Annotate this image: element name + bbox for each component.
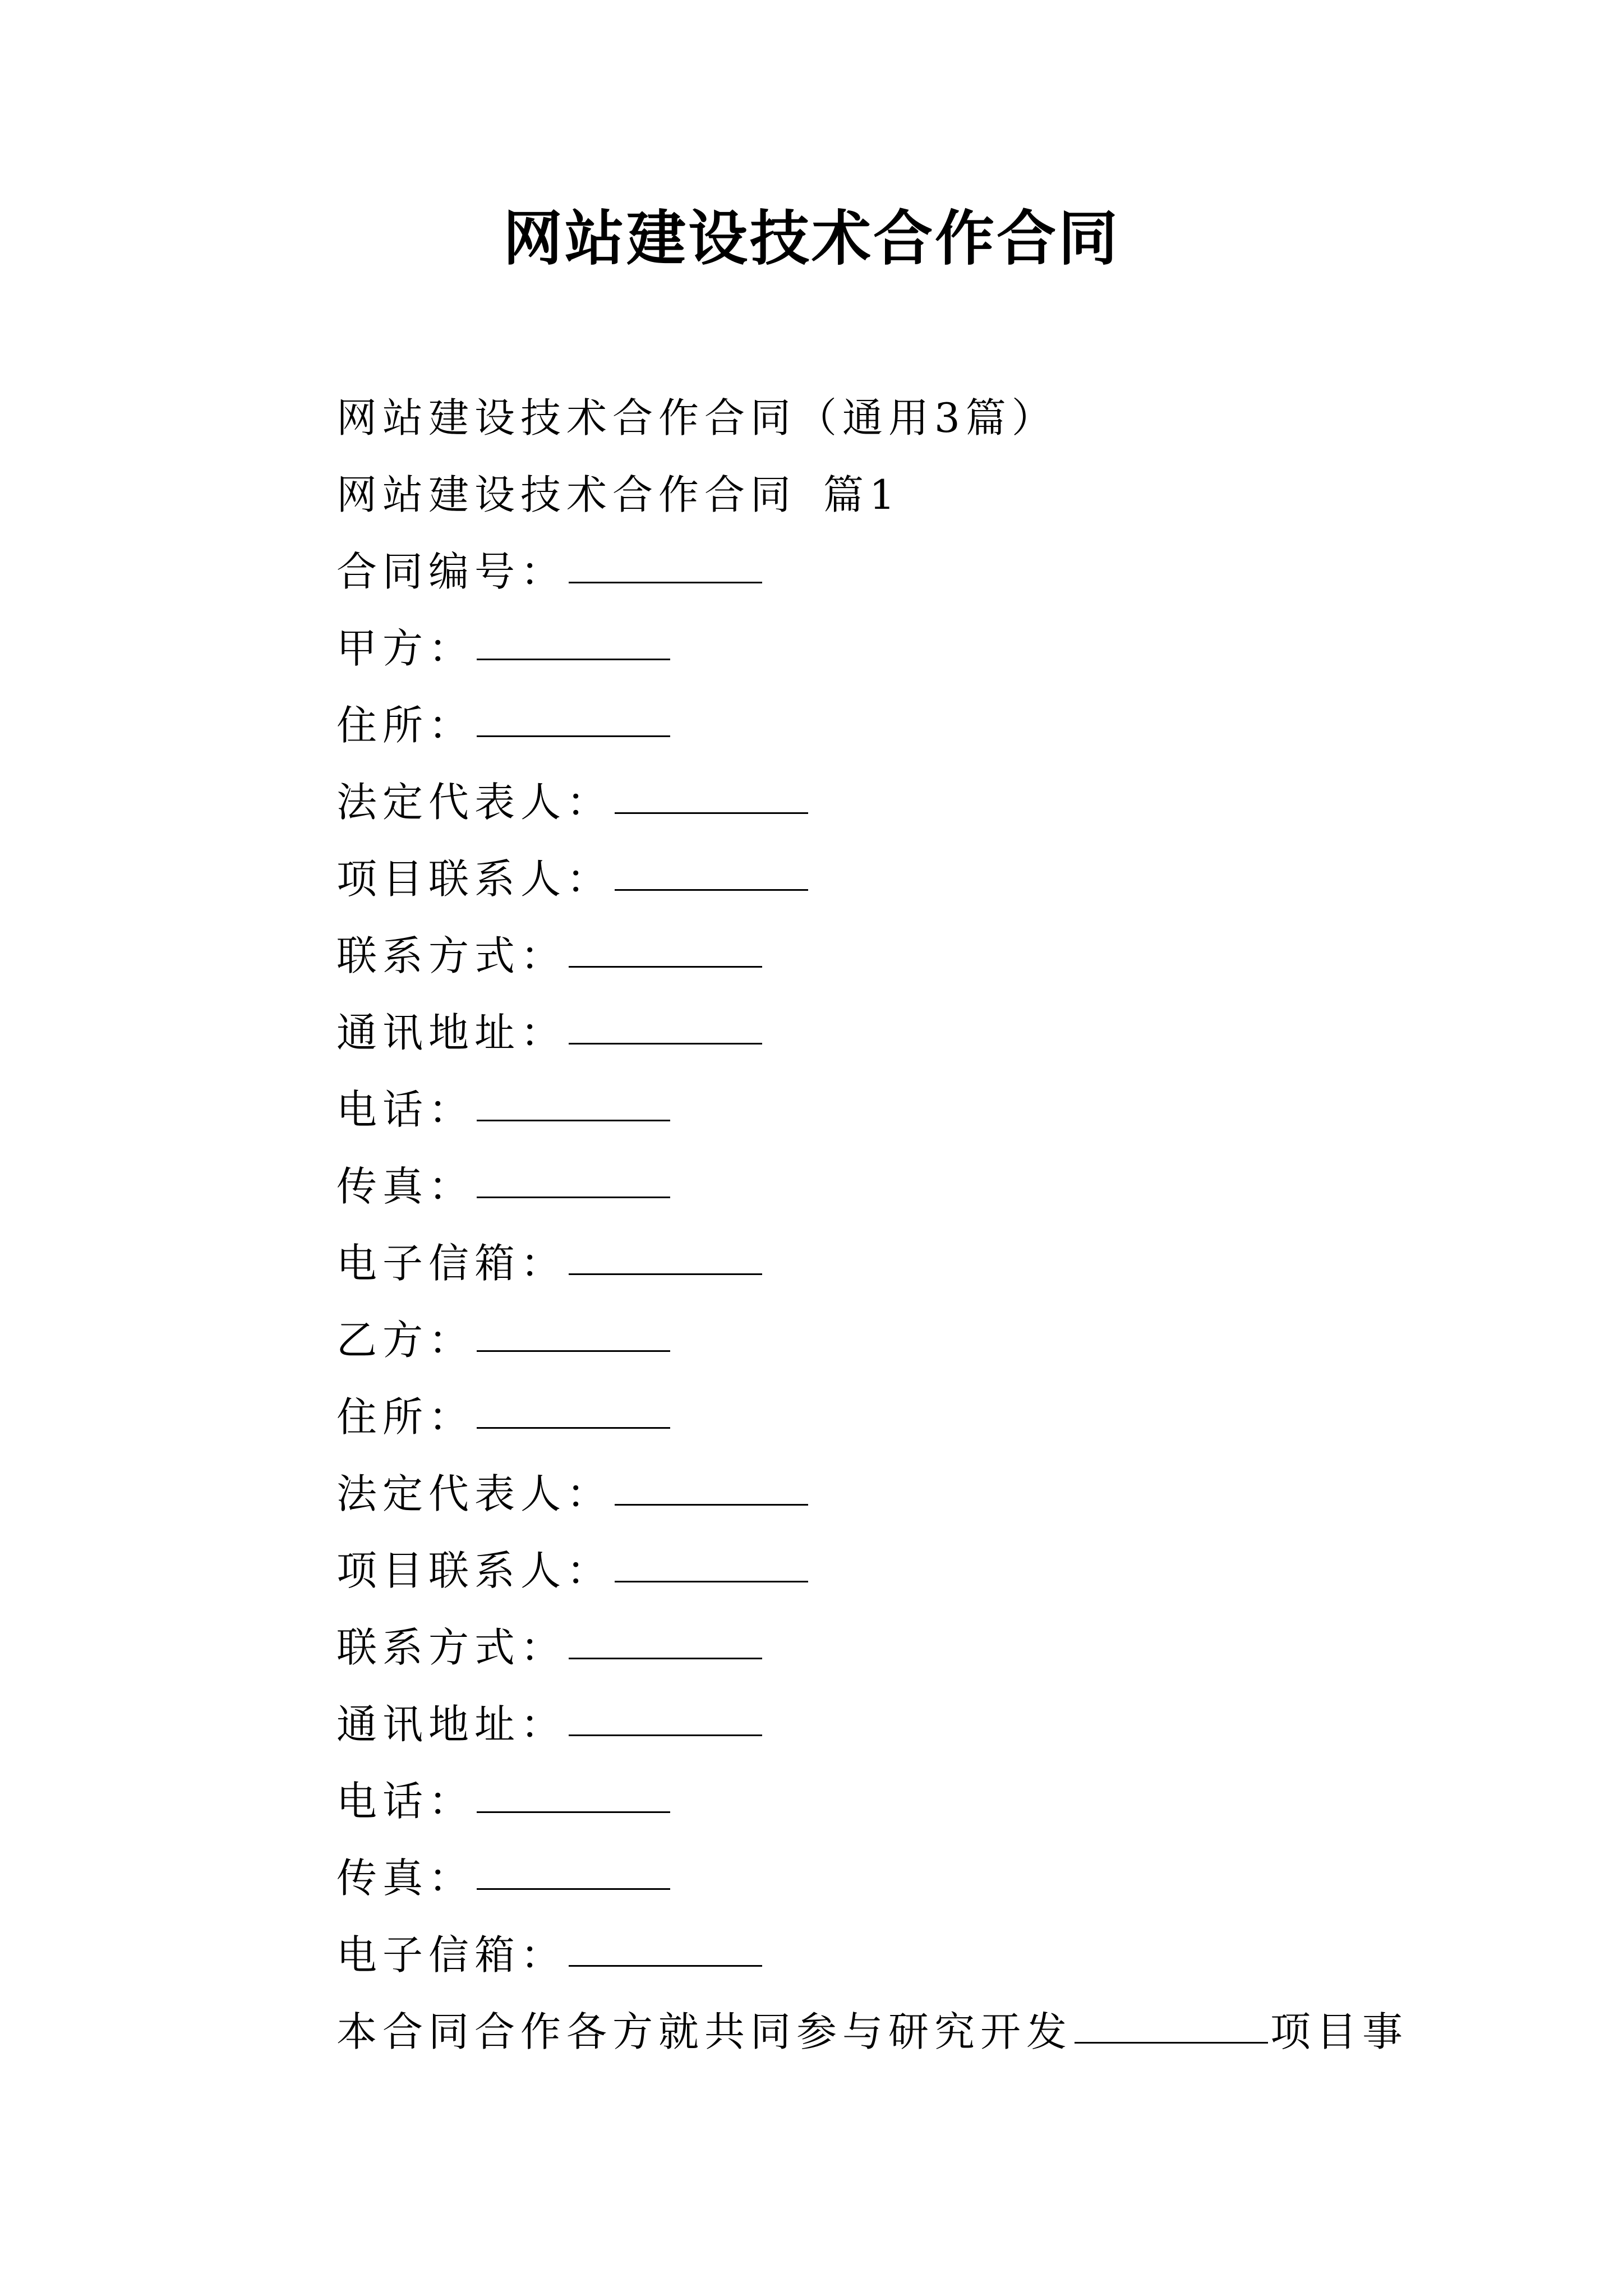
party-b-contact-method-label: 联系方式：	[336, 1623, 567, 1671]
party-b-email-blank[interactable]	[569, 1936, 762, 1967]
party-a-mail-address-blank[interactable]	[569, 1014, 762, 1045]
party-b-mail-address-label: 通讯地址：	[336, 1700, 567, 1748]
party-a-legal-rep-line	[336, 760, 1458, 837]
party-a-fax-line	[336, 1144, 1458, 1221]
party-a-phone-line	[336, 1068, 1458, 1144]
section-heading-part: 篇1	[823, 471, 901, 518]
party-a-blank[interactable]	[477, 629, 670, 660]
party-a-mail-address-line	[336, 991, 1458, 1068]
party-a-mail-address-label: 通讯地址：	[336, 1009, 567, 1056]
party-b-phone-line	[336, 1759, 1458, 1836]
party-a-label: 甲方：	[336, 624, 475, 672]
party-b-address-label: 住所：	[336, 1393, 475, 1441]
closing-text-after: 项目事	[1270, 2008, 1409, 2055]
party-a-email-line	[336, 1221, 1458, 1298]
party-a-fax-blank[interactable]	[477, 1167, 670, 1198]
party-a-address-line	[336, 683, 1458, 760]
party-b-blank[interactable]	[477, 1321, 670, 1352]
party-b-contact-method-blank[interactable]	[569, 1628, 762, 1659]
party-b-fax-label: 传真：	[336, 1854, 475, 1902]
party-b-project-contact-label: 项目联系人：	[336, 1547, 613, 1594]
party-a-fax-label: 传真：	[336, 1162, 475, 1210]
party-b-contact-method-line	[336, 1605, 1458, 1682]
party-b-address-blank[interactable]	[477, 1398, 670, 1429]
party-a-project-contact-line	[336, 837, 1458, 914]
party-a-legal-rep-label: 法定代表人：	[336, 778, 613, 826]
party-b-fax-line	[336, 1836, 1458, 1913]
contract-no-line	[336, 530, 1458, 606]
party-a-legal-rep-blank[interactable]	[615, 783, 808, 814]
party-b-project-contact-line	[336, 1529, 1458, 1605]
party-b-mail-address-blank[interactable]	[569, 1705, 762, 1736]
party-a-line	[336, 606, 1458, 683]
subtitle-line	[336, 376, 1458, 453]
party-b-phone-blank[interactable]	[477, 1782, 670, 1813]
party-b-legal-rep-blank[interactable]	[615, 1475, 808, 1506]
party-a-contact-method-blank[interactable]	[569, 937, 762, 968]
party-b-mail-address-line	[336, 1682, 1458, 1759]
party-a-phone-blank[interactable]	[477, 1091, 670, 1121]
subtitle-text: 网站建设技术合作合同（通用3篇）	[336, 394, 1058, 441]
party-b-project-contact-blank[interactable]	[615, 1552, 808, 1582]
party-a-project-contact-blank[interactable]	[615, 860, 808, 891]
party-a-email-label: 电子信箱：	[336, 1239, 567, 1287]
project-name-blank[interactable]	[1075, 2013, 1268, 2044]
contract-no-blank[interactable]	[569, 553, 762, 583]
party-b-line	[336, 1298, 1458, 1375]
party-b-phone-label: 电话：	[336, 1777, 475, 1825]
party-a-contact-method-line	[336, 914, 1458, 991]
party-a-address-blank[interactable]	[477, 706, 670, 737]
party-b-email-line	[336, 1913, 1458, 1990]
closing-text-before: 本合同合作各方就共同参与研究开发	[336, 2008, 1073, 2055]
party-a-contact-method-label: 联系方式：	[336, 932, 567, 979]
party-b-fax-blank[interactable]	[477, 1859, 670, 1890]
party-a-project-contact-label: 项目联系人：	[336, 855, 613, 903]
party-b-legal-rep-label: 法定代表人：	[336, 1470, 613, 1517]
contract-no-label: 合同编号：	[336, 547, 567, 595]
party-a-email-blank[interactable]	[569, 1244, 762, 1275]
section-heading-title: 网站建设技术合作合同	[336, 471, 797, 518]
party-b-address-line	[336, 1375, 1458, 1452]
party-b-label: 乙方：	[336, 1316, 475, 1364]
party-a-address-label: 住所：	[336, 701, 475, 749]
section-heading-line	[336, 453, 1458, 530]
closing-line	[336, 1990, 1458, 2067]
party-b-legal-rep-line	[336, 1452, 1458, 1529]
party-b-email-label: 电子信箱：	[336, 1931, 567, 1978]
party-a-phone-label: 电话：	[336, 1085, 475, 1133]
document-body	[336, 376, 1458, 2067]
document-title: 网站建设技术合作合同	[503, 203, 1120, 273]
